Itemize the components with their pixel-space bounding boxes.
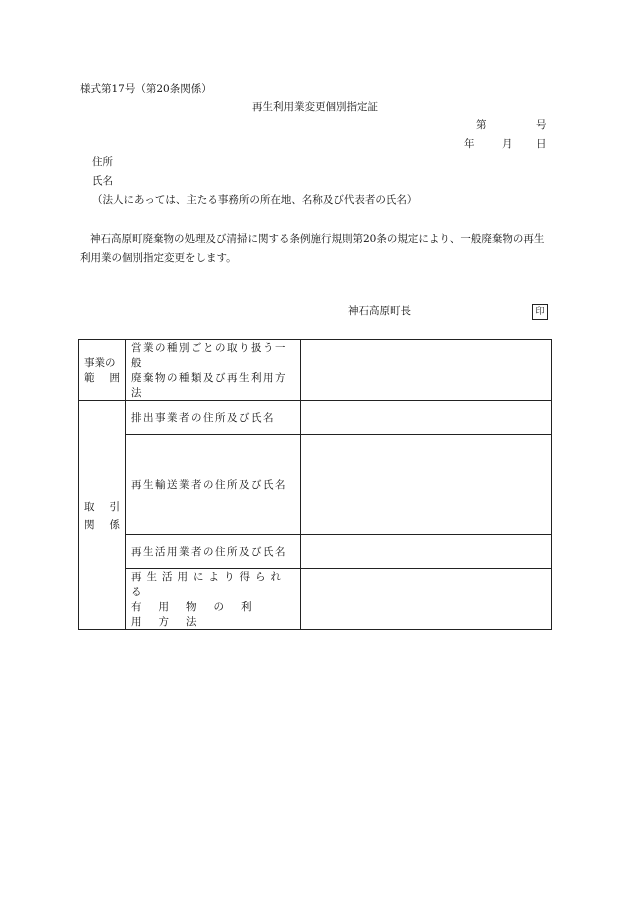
scope-label-char: 範: [84, 372, 95, 384]
scope-desc-line1: 営業の種別ごとの取り扱う一般: [131, 342, 287, 369]
relations-label-char: 取: [84, 500, 95, 513]
designation-table: [78, 339, 552, 630]
relations-label-char: 引: [109, 500, 120, 513]
emitter-label-cell: 排出事業者の住所及び氏名: [126, 401, 301, 435]
scope-desc-line2: 廃棄物の種類及び再生利用方法: [131, 372, 287, 399]
table-row: [79, 435, 552, 535]
document-title: 再生利用業変更個別指定証: [252, 101, 378, 113]
table-row: [79, 535, 552, 569]
relations-label-line1: [84, 499, 120, 514]
scope-label-char: 囲: [109, 372, 120, 384]
date-month-label: 月: [502, 138, 513, 150]
number-suffix: 号: [536, 119, 547, 131]
date-year-label: 年: [464, 138, 475, 150]
date-day-label: 日: [536, 138, 547, 150]
scope-label-line1: 事業の: [84, 357, 116, 369]
corporation-note: （法人にあっては、主たる事務所の所在地、名称及び代表者の氏名）: [92, 194, 418, 206]
use-method-line1: 再生活用により得られる: [131, 571, 286, 598]
utilizer-label-cell: 再生活用業者の住所及び氏名: [126, 535, 301, 569]
relations-label-line2: [84, 517, 120, 532]
utilizer-value-cell[interactable]: [301, 535, 552, 569]
form-number-label: 様式第17号（第20条関係）: [80, 83, 212, 95]
body-paragraph: 神石高原町廃棄物の処理及び清掃に関する条例施行規則第20条の規定により、一般廃棄物の再生利用業の個別指定変更をします。: [80, 233, 545, 264]
relations-header-cell: [79, 401, 126, 630]
name-label: 氏名: [92, 175, 113, 187]
emitter-value-cell[interactable]: [301, 401, 552, 435]
table-row: [79, 569, 552, 630]
transport-value-cell[interactable]: [301, 435, 552, 535]
number-prefix: 第: [476, 119, 487, 131]
relations-label-char: 関: [84, 518, 95, 531]
use-method-line2: 有用物の利用方法: [131, 601, 269, 628]
relations-label-char: 係: [109, 518, 120, 531]
scope-label-line2: [84, 370, 120, 385]
scope-header-cell: [79, 340, 126, 401]
table-row: [79, 401, 552, 435]
scope-description-cell: [126, 340, 301, 401]
address-label: 住所: [92, 156, 113, 168]
issuer-name: 神石高原町長: [348, 305, 411, 317]
table-row: [79, 340, 552, 401]
scope-value-cell[interactable]: [301, 340, 552, 401]
use-method-value-cell[interactable]: [301, 569, 552, 630]
seal-stamp: 印: [532, 304, 548, 320]
use-method-label-cell: [126, 569, 301, 630]
transport-label-cell: 再生輸送業者の住所及び氏名: [126, 435, 301, 535]
